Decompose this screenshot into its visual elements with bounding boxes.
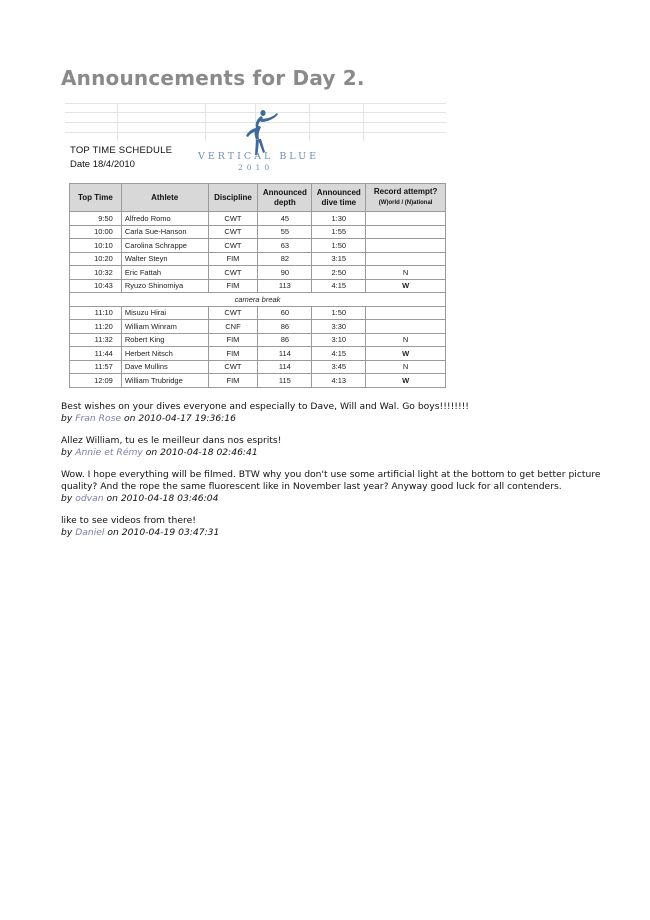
comment-author-link[interactable]: Annie et Rémy [75, 447, 143, 458]
cell-discipline: FIM [208, 279, 258, 293]
cell-discipline: FIM [208, 333, 258, 347]
cell-time: 10:20 [70, 252, 122, 266]
cell-dive-time: 3:45 [312, 360, 366, 374]
cell-dive-time: 1:55 [312, 225, 366, 239]
comment-date: on 2010-04-18 02:46:41 [145, 447, 258, 458]
table-row [70, 374, 446, 388]
cell-time: 11:32 [70, 333, 122, 347]
rows-after-break [70, 306, 446, 387]
cell-record: W [366, 347, 446, 361]
header-dive-line2: dive time [321, 197, 357, 207]
cell-discipline: CNF [208, 320, 258, 334]
comment-2 [61, 435, 601, 459]
comments-list [61, 401, 601, 549]
comment-meta [61, 447, 601, 459]
table-row [70, 279, 446, 293]
comment-1 [61, 401, 601, 425]
cell-dive-time: 4:15 [312, 279, 366, 293]
cell-time: 11:44 [70, 347, 122, 361]
table-row [70, 252, 446, 266]
comment-by: by [61, 527, 73, 538]
comment-text: Allez William, tu es le meilleur dans nos esprits! [61, 435, 282, 446]
cell-depth: 113 [258, 279, 312, 293]
cell-record [366, 212, 446, 226]
comment-text: Wow. I hope everything will be filmed. BTW why you don't use some artificial light at the bottom to get better picture quality? And the rope the same fluorescent like in November last year? Anyway good luck for all contenders. [61, 469, 601, 492]
cell-discipline: CWT [208, 225, 258, 239]
comment-date: on 2010-04-17 19:36:16 [124, 413, 236, 424]
cell-depth: 86 [258, 333, 312, 347]
table-row [70, 306, 446, 320]
cell-time: 11:10 [70, 306, 122, 320]
header-dive-line1: Announced [316, 187, 361, 197]
comment-3 [61, 469, 601, 505]
schedule-image [65, 103, 446, 385]
comment-text: Best wishes on your dives everyone and especially to Dave, Will and Wal. Go boys!!!!!!!! [61, 401, 469, 412]
cell-discipline: FIM [208, 374, 258, 388]
cell-time: 11:20 [70, 320, 122, 334]
header-record-line1: Record attempt? [373, 187, 438, 196]
cell-discipline: CWT [208, 306, 258, 320]
cell-depth: 86 [258, 320, 312, 334]
cell-record [366, 239, 446, 253]
cell-athlete: Eric Fattah [121, 266, 208, 280]
table-row [70, 360, 446, 374]
cell-athlete: Carla Sue-Hanson [121, 225, 208, 239]
cell-depth: 115 [258, 374, 312, 388]
logo-year: 2010 [238, 163, 274, 172]
cell-depth: 114 [258, 360, 312, 374]
cell-athlete: Alfredo Romo [121, 212, 208, 226]
cell-discipline: CWT [208, 239, 258, 253]
comment-meta [61, 493, 601, 505]
header-depth [258, 184, 312, 212]
cell-dive-time: 2:50 [312, 266, 366, 280]
cell-record [366, 225, 446, 239]
cell-depth: 45 [258, 212, 312, 226]
cell-athlete: William Trubridge [121, 374, 208, 388]
camera-break-row [70, 293, 446, 307]
camera-break-label: camera break [70, 293, 446, 307]
table-row [70, 225, 446, 239]
cell-time: 11:57 [70, 360, 122, 374]
cell-record: N [366, 333, 446, 347]
header-depth-line2: depth [273, 197, 296, 207]
cell-dive-time: 1:50 [312, 306, 366, 320]
cell-depth: 82 [258, 252, 312, 266]
cell-dive-time: 1:30 [312, 212, 366, 226]
comment-author-link[interactable]: Daniel [75, 527, 105, 538]
table-row [70, 333, 446, 347]
top-time-table [69, 183, 446, 388]
logo-wordmark: VERTICAL BLUE [198, 151, 320, 162]
cell-discipline: CWT [208, 360, 258, 374]
cell-depth: 60 [258, 306, 312, 320]
cell-time: 10:43 [70, 279, 122, 293]
table-row [70, 239, 446, 253]
page-title: Announcements for Day 2. [61, 66, 365, 90]
table-row [70, 347, 446, 361]
cell-depth: 63 [258, 239, 312, 253]
cell-discipline: CWT [208, 212, 258, 226]
rows-before-break [70, 212, 446, 293]
cell-athlete: Robert King [121, 333, 208, 347]
table-header-row [70, 184, 446, 212]
cell-time: 10:32 [70, 266, 122, 280]
cell-dive-time: 3:10 [312, 333, 366, 347]
cell-time: 10:10 [70, 239, 122, 253]
cell-dive-time: 4:13 [312, 374, 366, 388]
comment-by: by [61, 413, 73, 424]
cell-depth: 90 [258, 266, 312, 280]
cell-time: 12:09 [70, 374, 122, 388]
header-record [366, 184, 446, 212]
table-row [70, 320, 446, 334]
cell-dive-time: 4:15 [312, 347, 366, 361]
cell-athlete: Carolina Schrappe [121, 239, 208, 253]
cell-discipline: FIM [208, 252, 258, 266]
cell-discipline: FIM [208, 347, 258, 361]
schedule-heading: TOP TIME SCHEDULE [70, 145, 173, 156]
comment-date: on 2010-04-19 03:47:31 [107, 527, 220, 538]
cell-athlete: Dave Mullins [121, 360, 208, 374]
table-row [70, 266, 446, 280]
cell-record [366, 306, 446, 320]
cell-athlete: William Winram [121, 320, 208, 334]
cell-athlete: Misuzu Hirai [121, 306, 208, 320]
comment-by: by [61, 493, 73, 504]
table-row [70, 212, 446, 226]
cell-record [366, 252, 446, 266]
cell-record: N [366, 266, 446, 280]
comment-date: on 2010-04-18 03:46:04 [106, 493, 219, 504]
cell-athlete: Ryuzo Shinomiya [121, 279, 208, 293]
cell-athlete: Herbert Nitsch [121, 347, 208, 361]
comment-text: like to see videos from there! [61, 515, 196, 526]
cell-dive-time: 1:50 [312, 239, 366, 253]
cell-dive-time: 3:15 [312, 252, 366, 266]
cell-time: 9:50 [70, 212, 122, 226]
cell-depth: 114 [258, 347, 312, 361]
cell-record: W [366, 279, 446, 293]
schedule-date: Date 18/4/2010 [70, 159, 135, 170]
cell-depth: 55 [258, 225, 312, 239]
header-record-line2: (W)orld / (N)ational [378, 200, 433, 206]
header-dive-time [312, 184, 366, 212]
comment-4 [61, 515, 601, 539]
header-depth-line1: Announced [262, 187, 307, 197]
header-top-time: Top Time [70, 184, 122, 212]
comment-author-link[interactable]: odvan [75, 493, 104, 504]
cell-time: 10:00 [70, 225, 122, 239]
header-athlete: Athlete [121, 184, 208, 212]
header-discipline: Discipline [208, 184, 258, 212]
comment-author-link[interactable]: Fran Rose [75, 413, 122, 424]
cell-dive-time: 3:30 [312, 320, 366, 334]
comment-meta [61, 413, 601, 425]
break-row-group [70, 293, 446, 307]
cell-record [366, 320, 446, 334]
cell-record: W [366, 374, 446, 388]
comment-by: by [61, 447, 73, 458]
comment-meta [61, 527, 601, 539]
cell-athlete: Walter Steyn [121, 252, 208, 266]
cell-discipline: CWT [208, 266, 258, 280]
cell-record: N [366, 360, 446, 374]
